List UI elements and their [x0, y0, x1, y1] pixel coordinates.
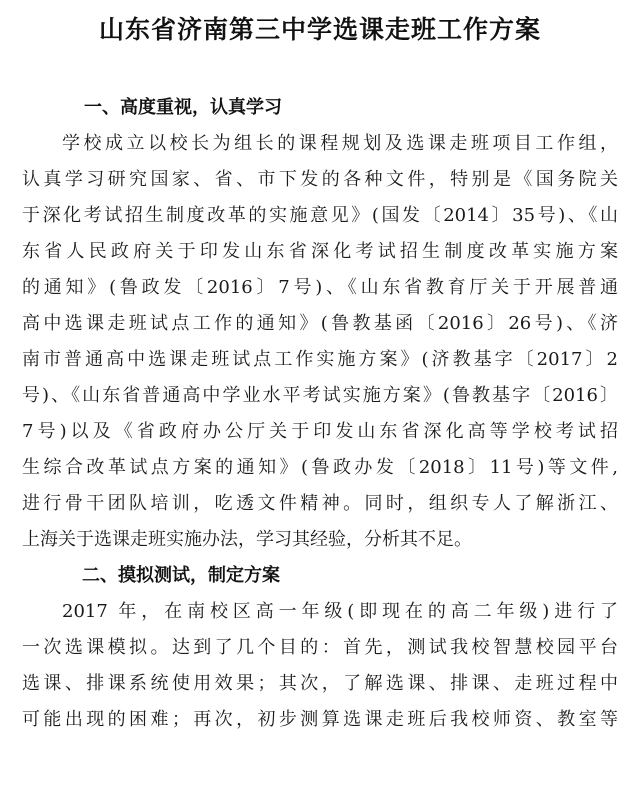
- paragraph-line: 可能出现的困难；再次，初步测算选课走班后我校师资、教室等: [22, 709, 618, 730]
- paragraph-line: 认真学习研究国家、省、市下发的各种文件，特别是《国务院关: [22, 169, 618, 190]
- section-1-paragraph: [22, 126, 618, 558]
- paragraph-line: 一次选课模拟。达到了几个目的：首先，测试我校智慧校园平台: [22, 637, 618, 658]
- paragraph-line: 生综合改革试点方案的通知》(鲁政办发〔2018〕11号)等文件,: [22, 457, 618, 478]
- paragraph-line: 选课、排课系统使用效果；其次，了解选课、排课、走班过程中: [22, 673, 618, 694]
- paragraph-line: 上海关于选课走班实施办法，学习其经验，分析其不足。: [22, 529, 472, 550]
- section-2-paragraph: [22, 594, 618, 738]
- paragraph-line: 南市普通高中选课走班试点工作实施方案》(济教基字〔2017〕2: [22, 349, 618, 370]
- document-title: 山东省济南第三中学选课走班工作方案: [98, 15, 541, 44]
- section-heading-1: 一、高度重视，认真学习: [84, 97, 282, 118]
- paragraph-line: 东省人民政府关于印发山东省深化考试招生制度改革实施方案: [22, 241, 618, 262]
- paragraph-line: 高中选课走班试点工作的通知》(鲁教基函〔2016〕26号)、《济: [22, 313, 618, 334]
- paragraph-line: 于深化考试招生制度改革的实施意见》(国发〔2014〕35号)、《山: [22, 205, 618, 226]
- paragraph-line: 号)、《山东省普通高中学业水平考试实施方案》(鲁教基字〔2016〕: [22, 385, 618, 406]
- paragraph-line: 2017 年，在南校区高一年级(即现在的高二年级)进行了: [62, 601, 618, 622]
- paragraph-line: 的通知》(鲁政发〔2016〕7号)、《山东省教育厅关于开展普通: [22, 277, 618, 298]
- paragraph-line: 进行骨干团队培训，吃透文件精神。同时，组织专人了解浙江、: [22, 493, 618, 514]
- paragraph-line: 7号)以及《省政府办公厅关于印发山东省深化高等学校考试招: [22, 421, 618, 442]
- paragraph-line: 学校成立以校长为组长的课程规划及选课走班项目工作组，: [62, 133, 618, 154]
- section-heading-2: 二、摸拟测试，制定方案: [82, 565, 280, 586]
